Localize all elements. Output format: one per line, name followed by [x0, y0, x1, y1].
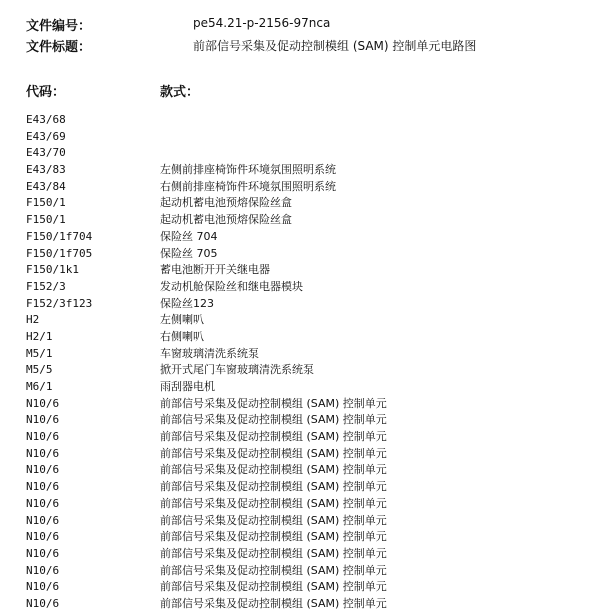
list-item	[26, 496, 596, 513]
component-description: 保险丝 705	[160, 246, 218, 260]
list-item	[26, 546, 596, 563]
component-code: F150/1	[26, 196, 66, 210]
list-item	[26, 162, 596, 179]
component-code: M5/1	[26, 346, 53, 360]
component-code: F152/3f123	[26, 296, 93, 310]
component-code: F150/1k1	[26, 263, 79, 277]
component-code: N10/6	[26, 446, 60, 460]
file-title-value: 前部信号采集及促动控制模组 (SAM) 控制单元电路图	[193, 39, 477, 53]
component-description: 前部信号采集及促动控制模组 (SAM) 控制单元	[160, 496, 387, 510]
component-code: E43/68	[26, 113, 66, 126]
component-description: 前部信号采集及促动控制模组 (SAM) 控制单元	[160, 563, 387, 577]
component-description: 保险丝123	[160, 296, 214, 310]
component-code: E43/83	[26, 163, 66, 177]
component-code: H2/1	[26, 329, 53, 343]
component-description: 前部信号采集及促动控制模组 (SAM) 控制单元	[160, 430, 387, 444]
list-item	[26, 112, 596, 129]
component-code: N10/6	[26, 580, 60, 594]
component-description: 雨刮器电机	[160, 380, 215, 393]
component-code: F152/3	[26, 279, 66, 293]
list-item	[26, 379, 596, 396]
component-description: 车窗玻璃清洗系统泵	[160, 346, 259, 360]
component-description: 左侧喇叭	[160, 313, 204, 327]
component-code: H2	[26, 313, 40, 327]
list-item	[26, 312, 596, 329]
component-description: 右侧前排座椅饰件环境氛围照明系统	[160, 179, 336, 193]
list-item	[26, 279, 596, 296]
list-item	[26, 396, 596, 413]
style-column-header: 款式：	[160, 85, 200, 100]
component-code: N10/6	[26, 596, 60, 610]
list-item	[26, 346, 596, 363]
component-code: N10/6	[26, 396, 60, 410]
list-item	[26, 229, 596, 246]
list-item	[26, 529, 596, 546]
component-description: 起动机蓄电池预熔保险丝盒	[160, 213, 292, 227]
file-title-label: 文件标题：	[26, 40, 92, 55]
list-item	[26, 579, 596, 596]
list-item	[26, 246, 596, 263]
component-code: N10/6	[26, 463, 60, 477]
list-item	[26, 179, 596, 196]
component-code: E43/69	[26, 129, 66, 143]
component-code: N10/6	[26, 513, 60, 527]
component-code: N10/6	[26, 496, 60, 510]
list-item	[26, 362, 596, 379]
component-description: 前部信号采集及促动控制模组 (SAM) 控制单元	[160, 463, 387, 477]
component-code: E43/70	[26, 146, 66, 160]
component-code: N10/6	[26, 480, 60, 494]
component-description: 起动机蓄电池预熔保险丝盒	[160, 196, 292, 210]
parts-list	[26, 112, 596, 613]
list-item	[26, 195, 596, 212]
list-item	[26, 129, 596, 146]
component-code: N10/6	[26, 546, 60, 560]
component-description: 前部信号采集及促动控制模组 (SAM) 控制单元	[160, 413, 387, 427]
component-description: 前部信号采集及促动控制模组 (SAM) 控制单元	[160, 446, 387, 460]
list-item	[26, 296, 596, 313]
component-code: F150/1	[26, 213, 66, 227]
component-description: 前部信号采集及促动控制模组 (SAM) 控制单元	[160, 480, 387, 494]
component-code: N10/6	[26, 413, 60, 427]
component-description: 发动机舱保险丝和继电器模块	[160, 279, 303, 293]
component-description: 前部信号采集及促动控制模组 (SAM) 控制单元	[160, 596, 387, 610]
list-item	[26, 563, 596, 580]
component-code: N10/6	[26, 563, 60, 577]
file-number-label: 文件编号：	[26, 19, 92, 34]
component-code: M5/5	[26, 363, 53, 377]
list-item	[26, 145, 596, 162]
component-code: F150/1f705	[26, 246, 93, 260]
list-item	[26, 462, 596, 479]
component-description: 前部信号采集及促动控制模组 (SAM) 控制单元	[160, 513, 387, 527]
list-item	[26, 412, 596, 429]
list-item	[26, 429, 596, 446]
component-description: 前部信号采集及促动控制模组 (SAM) 控制单元	[160, 530, 387, 544]
component-description: 前部信号采集及促动控制模组 (SAM) 控制单元	[160, 396, 387, 410]
component-code: N10/6	[26, 430, 60, 444]
list-item	[26, 262, 596, 279]
component-description: 右侧喇叭	[160, 329, 204, 343]
list-item	[26, 329, 596, 346]
list-item	[26, 596, 596, 613]
component-code: N10/6	[26, 530, 60, 544]
component-description: 保险丝 704	[160, 229, 218, 243]
file-number-value: pe54.21-p-2156-97nca	[193, 16, 331, 30]
component-code: F150/1f704	[26, 229, 93, 243]
component-code: M6/1	[26, 380, 53, 393]
component-description: 左侧前排座椅饰件环境氛围照明系统	[160, 163, 336, 177]
component-description: 蓄电池断开开关继电器	[160, 263, 270, 277]
component-description: 掀开式尾门车窗玻璃清洗系统泵	[160, 363, 314, 377]
code-column-header: 代码：	[26, 85, 66, 100]
component-description: 前部信号采集及促动控制模组 (SAM) 控制单元	[160, 580, 387, 594]
list-item	[26, 479, 596, 496]
list-item	[26, 446, 596, 463]
component-code: E43/84	[26, 179, 66, 193]
component-description: 前部信号采集及促动控制模组 (SAM) 控制单元	[160, 546, 387, 560]
list-item	[26, 212, 596, 229]
list-item	[26, 513, 596, 530]
